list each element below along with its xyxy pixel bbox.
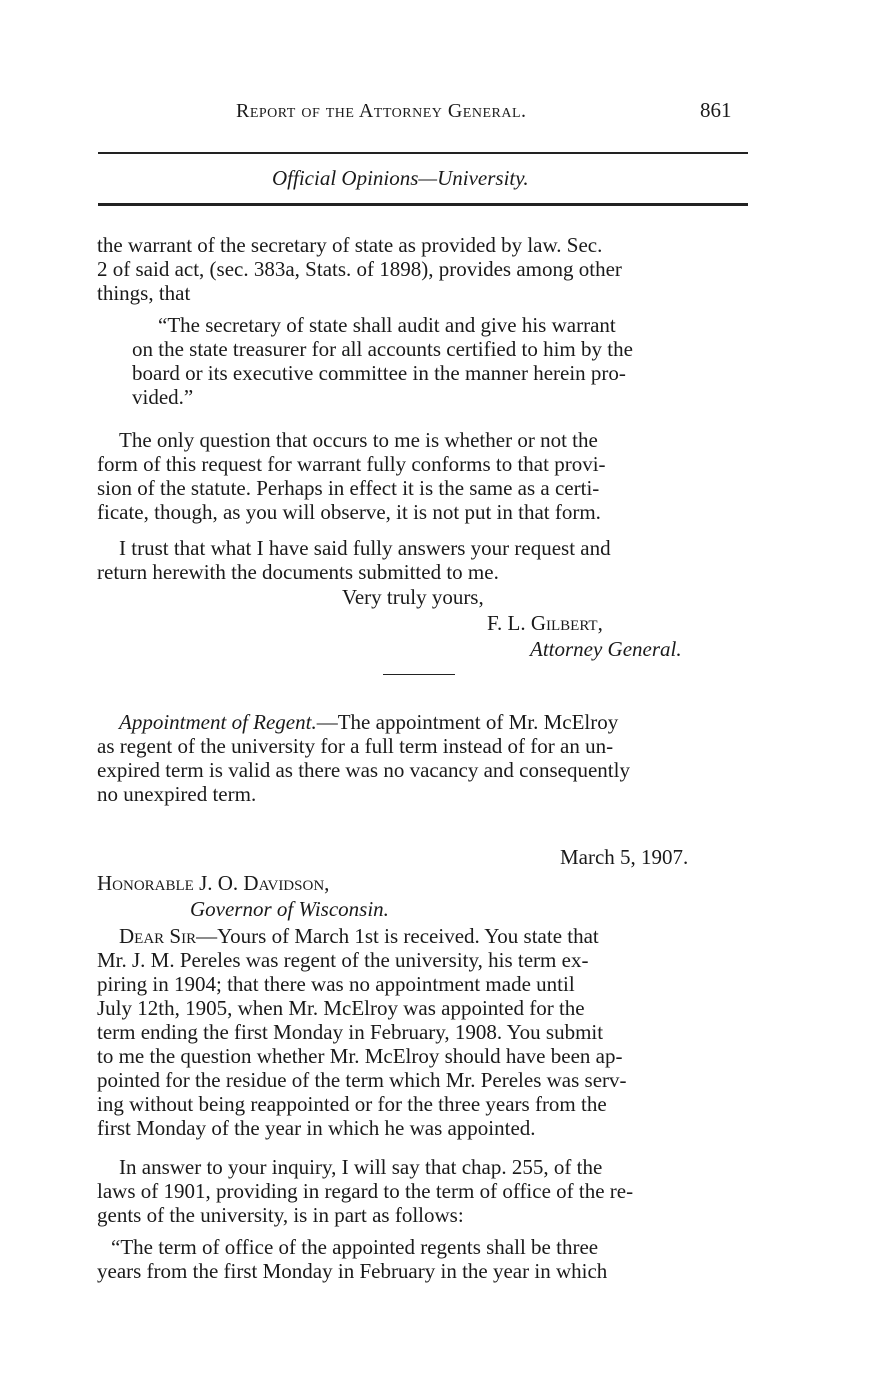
text-line: ficate, though, as you will observe, it is not put in that form. [97, 500, 601, 524]
quote-line: years from the first Monday in February in the year in which [97, 1259, 608, 1283]
text-line: July 12th, 1905, when Mr. McElroy was appointed for the [97, 996, 585, 1020]
text-line: Mr. J. M. Pereles was regent of the university, his term ex- [97, 948, 589, 972]
letter-first-line [97, 924, 627, 948]
text-line: laws of 1901, providing in regard to the term of office of the re- [97, 1179, 634, 1203]
addressee-name: Honorable J. O. Davidson, [97, 871, 330, 895]
header-rule-bottom [98, 203, 748, 206]
section-title: Official Opinions—University. [272, 166, 529, 190]
text-line: In answer to your inquiry, I will say that chap. 255, of the [119, 1155, 603, 1179]
text-line: piring in 1904; that there was no appointment made until [97, 972, 575, 996]
statute-quote [132, 313, 633, 409]
quote-line: vided.” [132, 385, 194, 409]
signer-name: F. L. Gilbert, [487, 611, 603, 635]
letter-text: —Yours of March 1st is received. You state that [196, 924, 599, 948]
salutation: Dear Sir [119, 924, 197, 948]
header-rule-top [98, 152, 748, 154]
headnote-first-line [97, 710, 630, 734]
opinion-paragraph-3 [97, 536, 611, 584]
addressee-title: Governor of Wisconsin. [190, 897, 389, 921]
letter-paragraph-1 [97, 924, 627, 1140]
headnote-text: —The appointment of Mr. McElroy [316, 710, 619, 734]
page-number: 861 [700, 98, 732, 122]
quote-line: “The term of office of the appointed regents shall be three [111, 1235, 599, 1259]
text-line: form of this request for warrant fully conforms to that provi- [97, 452, 606, 476]
closing: Very truly yours, [342, 585, 484, 609]
text-line: ing without being reappointed or for the three years from the [97, 1092, 607, 1116]
text-line: things, that [97, 281, 191, 305]
text-line: pointed for the residue of the term which Mr. Pereles was serv- [97, 1068, 627, 1092]
signer-title: Attorney General. [530, 637, 682, 661]
opinion-paragraph-2 [97, 428, 606, 524]
headnote [97, 710, 630, 806]
opinion-paragraph-1 [97, 233, 622, 305]
law-quote [97, 1235, 607, 1283]
text-line: as regent of the university for a full term instead of for an un- [97, 734, 614, 758]
text-line: gents of the university, is in part as follows: [97, 1203, 464, 1227]
text-line: expired term is valid as there was no vacancy and consequently [97, 758, 630, 782]
text-line: return herewith the documents submitted to me. [97, 560, 499, 584]
text-line: to me the question whether Mr. McElroy should have been ap- [97, 1044, 623, 1068]
headnote-title: Appointment of Regent. [119, 710, 317, 734]
text-line: no unexpired term. [97, 782, 257, 806]
quote-line: on the state treasurer for all accounts certified to him by the [132, 337, 633, 361]
text-line: The only question that occurs to me is whether or not the [119, 428, 598, 452]
text-line: the warrant of the secretary of state as provided by law. Sec. [97, 233, 603, 257]
letter-date: March 5, 1907. [560, 845, 689, 869]
text-line: sion of the statute. Perhaps in effect it is the same as a certi- [97, 476, 600, 500]
letter-paragraph-2 [97, 1155, 633, 1227]
text-line: term ending the first Monday in February, 1908. You submit [97, 1020, 604, 1044]
section-divider [383, 674, 455, 675]
running-title: Report of the Attorney General. [236, 100, 527, 122]
text-line: I trust that what I have said fully answers your request and [119, 536, 611, 560]
text-line: 2 of said act, (sec. 383a, Stats. of 1898), provides among other [97, 257, 622, 281]
text-line: first Monday of the year in which he was appointed. [97, 1116, 536, 1140]
quote-line: “The secretary of state shall audit and give his warrant [158, 313, 616, 337]
quote-line: board or its executive committee in the manner herein pro- [132, 361, 626, 385]
